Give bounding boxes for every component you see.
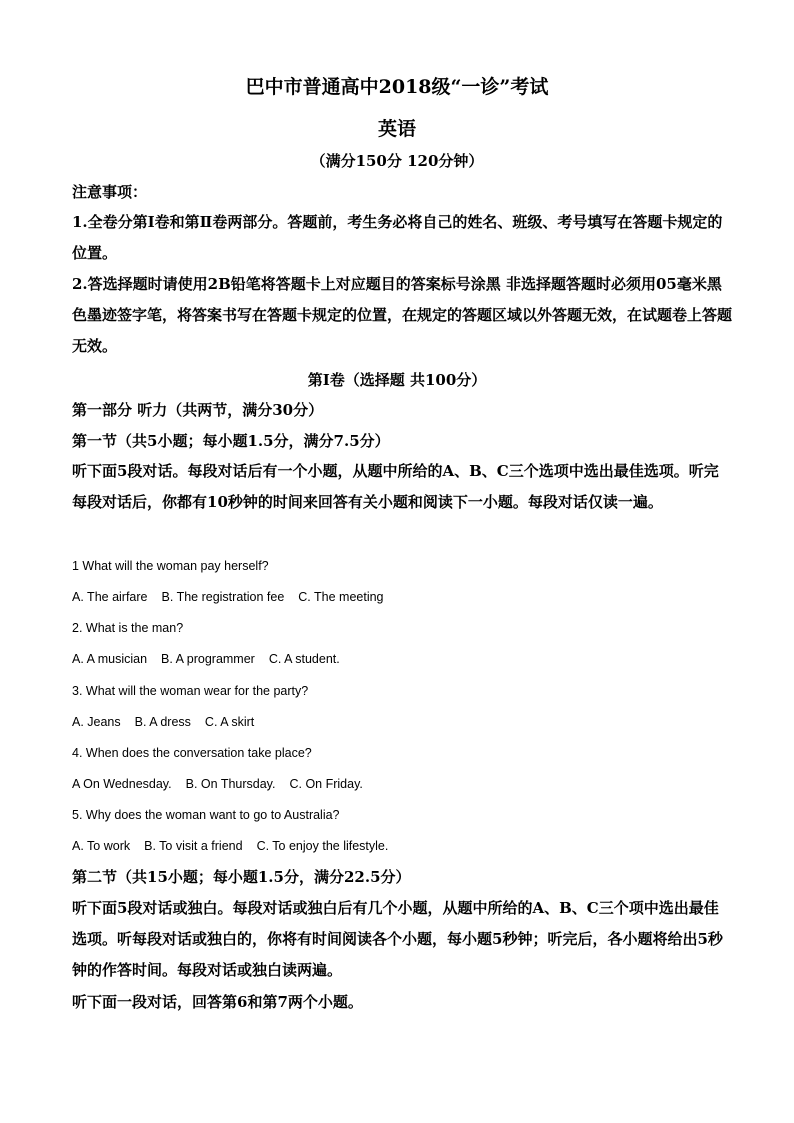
option: B. To visit a friend bbox=[144, 839, 243, 853]
option: B. A dress bbox=[134, 715, 191, 729]
question-stem: 3. What will the woman wear for the party? bbox=[72, 684, 309, 698]
exam-title: 巴中市普通高中2018级“一诊”考试 bbox=[245, 76, 549, 98]
section1-instructions: 听下面5段对话。每段对话后有一个小题，从题中所给的A、B、C三个选项中选出最佳选项。听完每段对话后，你都有10秒钟的时间来回答有关小题和阅读下一小题。每段对话仅读一遍。 bbox=[72, 462, 719, 511]
notes-item-2: 2.答选择题时请使用2B铅笔将答题卡上对应题目的答案标号涂黑 非选择题答题时必须用05毫米黑色墨迹签字笔，将答案书写在答题卡规定的位置，在规定的答题区域以外答题无效，在试题卷上答题无效。 bbox=[72, 275, 733, 355]
option: A. Jeans bbox=[72, 715, 121, 729]
question-stem: 2. What is the man? bbox=[72, 621, 184, 635]
question-options bbox=[72, 651, 354, 667]
section2-instructions: 听下面5段对话或独白。每段对话或独白后有几个小题，从题中所给的A、B、C三个项中选出最佳选项。听每段对话或独白的，你将有时间阅读各个小题，每小题5秒钟；听完后，各小题将给出5秒钟的作答时间。每段对话或独白读两遍。 bbox=[72, 899, 723, 979]
volume1-title: 第Ⅰ卷（选择题 共100分） bbox=[307, 371, 487, 389]
notes-item-1: 1.全卷分第Ⅰ卷和第Ⅱ卷两部分。答题前，考生务必将自己的姓名、班级、考号填写在答题卡规定的位置。 bbox=[72, 213, 723, 262]
score-time: （满分150分 120分钟） bbox=[310, 152, 484, 170]
part1-title: 第一部分 听力（共两节，满分30分） bbox=[72, 401, 324, 419]
question-stem: 1 What will the woman pay herself? bbox=[72, 559, 269, 573]
option: A On Wednesday. bbox=[72, 777, 172, 791]
option: C. On Friday. bbox=[289, 777, 363, 791]
subject-title: 英语 bbox=[377, 118, 416, 140]
option: B. On Thursday. bbox=[185, 777, 276, 791]
question-options bbox=[72, 714, 268, 730]
option: A. A musician bbox=[72, 652, 148, 666]
question-options bbox=[72, 838, 402, 854]
section2-lead: 听下面一段对话，回答第6和第7两个小题。 bbox=[72, 993, 363, 1011]
option: B. The registration fee bbox=[161, 590, 285, 604]
question-stem: 4. When does the conversation take place? bbox=[72, 746, 312, 760]
notes-heading: 注意事项： bbox=[72, 183, 148, 201]
section1-title: 第一节（共5小题；每小题1.5分，满分7.5分） bbox=[72, 432, 390, 450]
question-options bbox=[72, 589, 398, 605]
option: C. A student. bbox=[268, 652, 340, 666]
question-stem: 5. Why does the woman want to go to Australia? bbox=[72, 808, 340, 822]
option: A. To work bbox=[72, 839, 131, 853]
option: B. A programmer bbox=[161, 652, 255, 666]
option: C. A skirt bbox=[204, 715, 255, 729]
section2-title: 第二节（共15小题；每小题1.5分，满分22.5分） bbox=[72, 868, 411, 886]
option: C. The meeting bbox=[298, 590, 384, 604]
option: C. To enjoy the lifestyle. bbox=[256, 839, 389, 853]
option: A. The airfare bbox=[72, 590, 148, 604]
question-options bbox=[72, 776, 377, 792]
